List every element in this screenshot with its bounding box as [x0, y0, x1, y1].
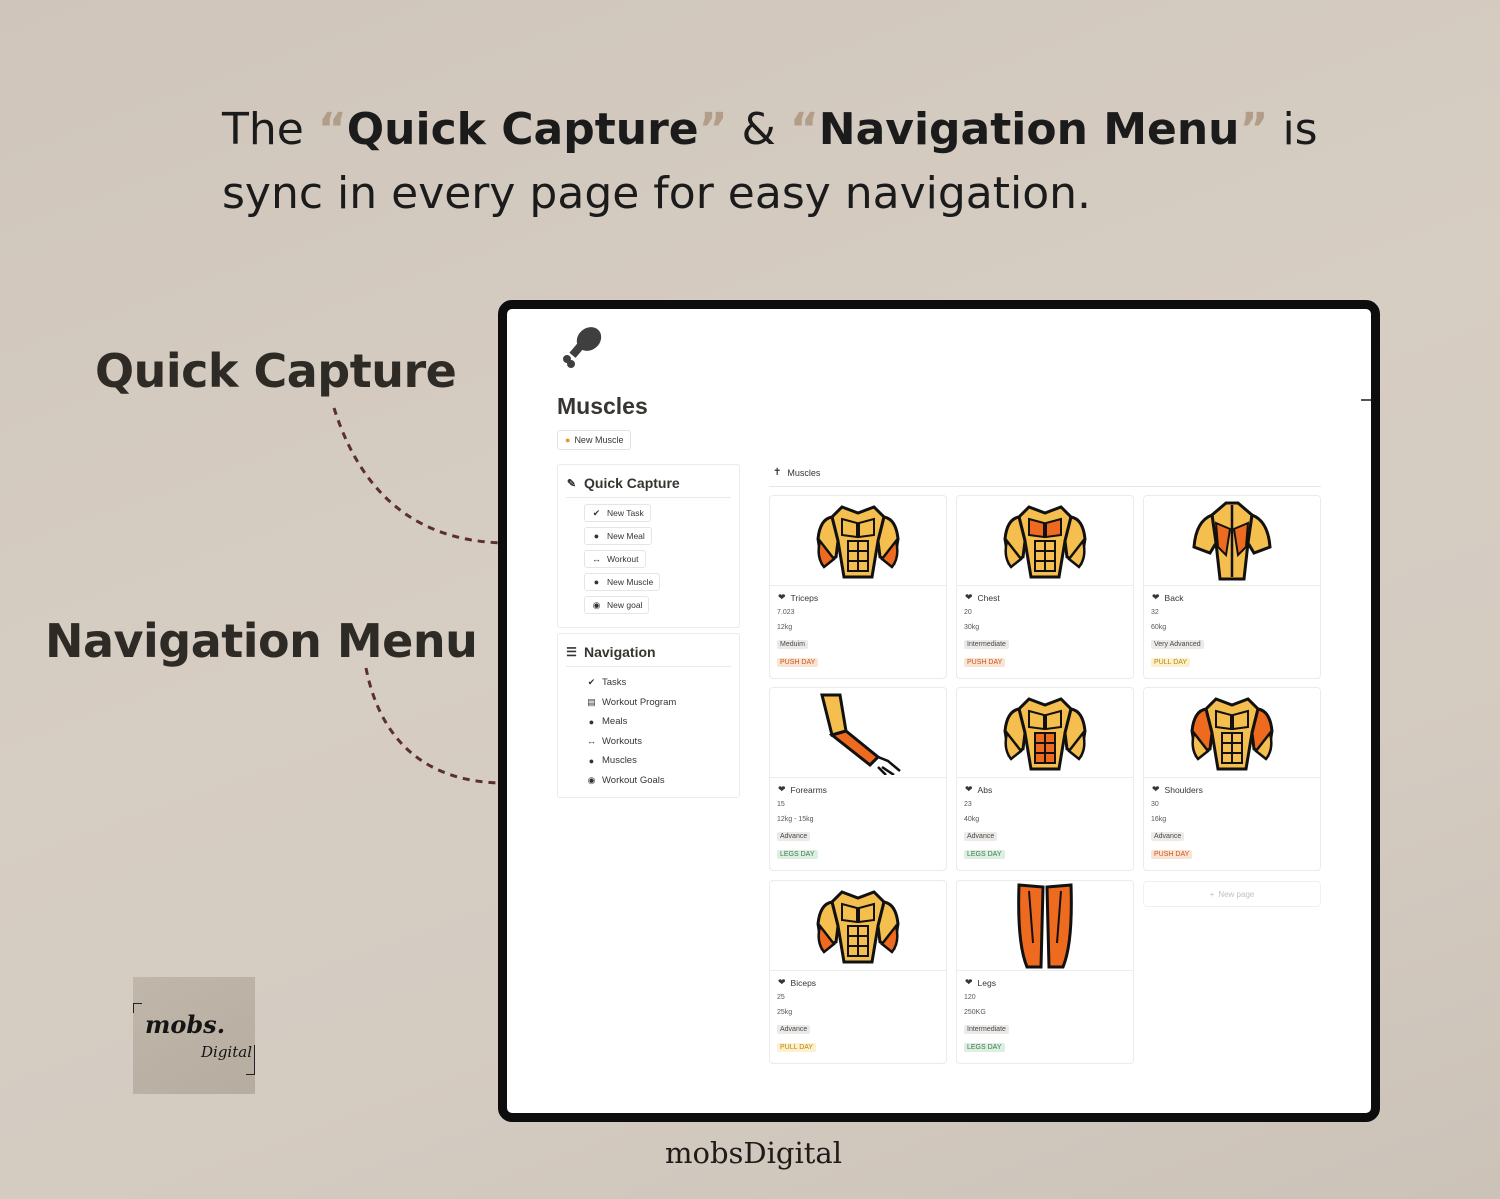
level-tag: Meduim — [777, 640, 808, 649]
logo-bracket — [133, 1003, 142, 1013]
button-label: New Muscle — [607, 577, 654, 587]
navigation-menu-label: Navigation Menu — [45, 614, 478, 668]
card-title — [965, 977, 1133, 988]
new-page-button[interactable] — [1143, 881, 1321, 907]
navigation-panel — [557, 633, 740, 798]
gallery-card-legs[interactable] — [956, 880, 1134, 1064]
card-title — [778, 784, 946, 795]
card-name: Triceps — [790, 592, 819, 603]
menu-icon: ☰ — [566, 645, 577, 659]
button-label: New Meal — [607, 531, 645, 541]
quote-mark: ” — [698, 104, 728, 155]
gallery-card-triceps[interactable] — [769, 495, 947, 679]
navigation-title: Navigation — [584, 644, 656, 660]
divider — [566, 666, 731, 667]
nav-item-workout-goals[interactable] — [586, 771, 739, 791]
headline-word: The — [222, 104, 304, 155]
card-name: Biceps — [790, 977, 817, 988]
nav-label: Workouts — [602, 735, 642, 747]
headline-term-quick-capture: Quick Capture — [346, 104, 699, 155]
logo-wordmark: mobs. — [145, 1010, 226, 1039]
card-title — [778, 592, 946, 603]
card-weight: 16kg — [1151, 816, 1167, 823]
button-label: New goal — [607, 600, 643, 610]
gallery-view-title: Muscles — [787, 467, 821, 478]
button-label: New Task — [607, 508, 644, 518]
card-weight: 40kg — [964, 816, 980, 823]
day-tag: LEGS DAY — [964, 1043, 1005, 1052]
heart-icon: ❤ — [965, 784, 973, 794]
button-label: Workout — [607, 554, 639, 564]
quick-capture-label: Quick Capture — [95, 344, 457, 398]
day-tag: PULL DAY — [777, 1043, 816, 1052]
nav-item-workouts[interactable] — [586, 732, 739, 752]
logo-subtitle: Digital — [201, 1043, 252, 1061]
gallery-card-chest[interactable] — [956, 495, 1134, 679]
card-count: 30 — [1151, 801, 1159, 808]
target-icon: ◉ — [592, 599, 601, 610]
card-title — [778, 977, 946, 988]
quote-mark: “ — [789, 104, 819, 155]
new-muscle-quick-button[interactable] — [584, 573, 660, 591]
card-name: Back — [1164, 592, 1184, 603]
level-tag: Advance — [1151, 832, 1184, 841]
muscle-illustration — [957, 688, 1133, 778]
map-icon: ▤ — [587, 696, 596, 707]
plus-icon: + — [1209, 889, 1215, 899]
card-weight: 30kg — [964, 624, 980, 631]
page-title: Muscles — [557, 393, 648, 419]
quote-mark: “ — [317, 104, 347, 155]
headline-line-1 — [222, 98, 1342, 162]
level-tag: Advance — [777, 832, 810, 841]
card-count: 120 — [964, 994, 976, 1001]
drumstick-icon: ● — [588, 755, 595, 766]
gallery-view-tab[interactable] — [773, 467, 820, 478]
card-count: 15 — [777, 801, 785, 808]
new-meal-button[interactable] — [584, 527, 652, 545]
muscle-illustration — [770, 496, 946, 586]
app-screenshot-frame — [498, 300, 1380, 1122]
quote-mark: ” — [1239, 104, 1269, 155]
quick-capture-panel — [557, 464, 740, 628]
apple-icon: ● — [593, 531, 600, 541]
card-count: 32 — [1151, 609, 1159, 616]
new-muscle-button-label: New Muscle — [574, 435, 624, 445]
target-icon: ◉ — [587, 774, 596, 785]
gallery-card-shoulders[interactable] — [1143, 687, 1321, 871]
check-circle-icon: ✔ — [592, 507, 601, 518]
card-count: 25 — [777, 994, 785, 1001]
new-page-label: New page — [1218, 889, 1255, 899]
gallery-card-biceps[interactable] — [769, 880, 947, 1064]
muscle-illustration — [1144, 688, 1320, 778]
new-muscle-button[interactable] — [557, 430, 631, 450]
level-tag: Intermediate — [964, 1025, 1009, 1034]
drumstick-icon — [559, 321, 609, 371]
notion-page — [507, 309, 1371, 1113]
divider — [769, 486, 1321, 487]
card-weight: 12kg — [777, 624, 793, 631]
card-title — [965, 592, 1133, 603]
headline-line-2: sync in every page for easy navigation. — [222, 168, 1092, 219]
heart-icon: ❤ — [965, 592, 973, 602]
card-title — [1152, 592, 1320, 603]
navigation-heading — [558, 634, 739, 666]
nav-label: Tasks — [602, 677, 627, 689]
nav-item-tasks[interactable] — [586, 673, 739, 693]
dumbbell-icon: ↔ — [592, 554, 601, 564]
card-count: 7.023 — [777, 609, 795, 616]
muscle-illustration — [1144, 496, 1320, 586]
day-tag: PUSH DAY — [777, 658, 818, 667]
heart-icon: ❤ — [1152, 784, 1160, 794]
check-circle-icon: ✔ — [587, 677, 596, 688]
card-title — [965, 784, 1133, 795]
card-name: Shoulders — [1164, 784, 1203, 795]
card-count: 23 — [964, 801, 972, 808]
divider — [566, 497, 731, 498]
day-tag: PUSH DAY — [964, 658, 1005, 667]
card-name: Chest — [977, 592, 1000, 603]
bowl-icon: ● — [588, 716, 595, 727]
headline-term-navigation-menu: Navigation Menu — [818, 104, 1240, 155]
card-name: Legs — [977, 977, 996, 988]
level-tag: Intermediate — [964, 640, 1009, 649]
day-tag: PUSH DAY — [1151, 850, 1192, 859]
card-name: Abs — [977, 784, 993, 795]
brand-logo — [133, 977, 255, 1094]
muscle-illustration — [770, 688, 946, 778]
logo-bracket — [246, 1045, 255, 1075]
nav-label: Workout Goals — [602, 774, 665, 786]
heart-icon: ❤ — [778, 784, 786, 794]
workout-button[interactable] — [584, 550, 646, 568]
quick-capture-heading — [558, 465, 739, 497]
drumstick-icon: ● — [565, 435, 571, 445]
level-tag: Advance — [777, 1025, 810, 1034]
heart-icon: ❤ — [778, 977, 786, 987]
nav-label: Meals — [602, 716, 628, 728]
heart-icon: ❤ — [1152, 592, 1160, 602]
gallery-card-back[interactable] — [1143, 495, 1321, 679]
gallery-card-forearms[interactable] — [769, 687, 947, 871]
nav-label: Muscles — [602, 755, 637, 767]
card-weight: 250KG — [964, 1009, 986, 1016]
muscle-illustration — [770, 881, 946, 971]
level-tag: Advance — [964, 832, 997, 841]
heart-icon: ❤ — [965, 977, 973, 987]
muscle-illustration — [957, 496, 1133, 586]
card-title — [1152, 784, 1320, 795]
card-name: Forearms — [790, 784, 827, 795]
card-count: 20 — [964, 609, 972, 616]
nav-item-workout-program[interactable] — [586, 693, 739, 713]
heart-icon: ❤ — [778, 592, 786, 602]
card-weight: 25kg — [777, 1009, 793, 1016]
muscle-illustration — [957, 881, 1133, 971]
nav-item-meals[interactable] — [586, 712, 739, 732]
card-weight: 60kg — [1151, 624, 1167, 631]
brand-footer: mobsDigital — [665, 1136, 842, 1170]
level-tag: Very Advanced — [1151, 640, 1204, 649]
nav-label: Workout Program — [602, 696, 677, 708]
collapse-handle[interactable] — [1361, 399, 1371, 401]
day-tag: LEGS DAY — [777, 850, 818, 859]
dumbbell-icon: ↔ — [587, 736, 596, 747]
new-task-button[interactable] — [584, 504, 651, 522]
nav-item-muscles[interactable] — [586, 751, 739, 771]
headline-ampersand: & — [741, 104, 776, 155]
card-weight: 12kg - 15kg — [777, 816, 814, 823]
day-tag: LEGS DAY — [964, 850, 1005, 859]
new-goal-button[interactable] — [584, 596, 649, 614]
quick-capture-title: Quick Capture — [584, 475, 680, 491]
edit-icon: ✎ — [566, 477, 577, 490]
headline-word: is — [1282, 104, 1318, 155]
gallery-card-abs[interactable] — [956, 687, 1134, 871]
day-tag: PULL DAY — [1151, 658, 1190, 667]
drumstick-icon: ● — [593, 577, 600, 587]
headline — [222, 98, 1342, 226]
person-icon: ✝ — [773, 467, 782, 478]
